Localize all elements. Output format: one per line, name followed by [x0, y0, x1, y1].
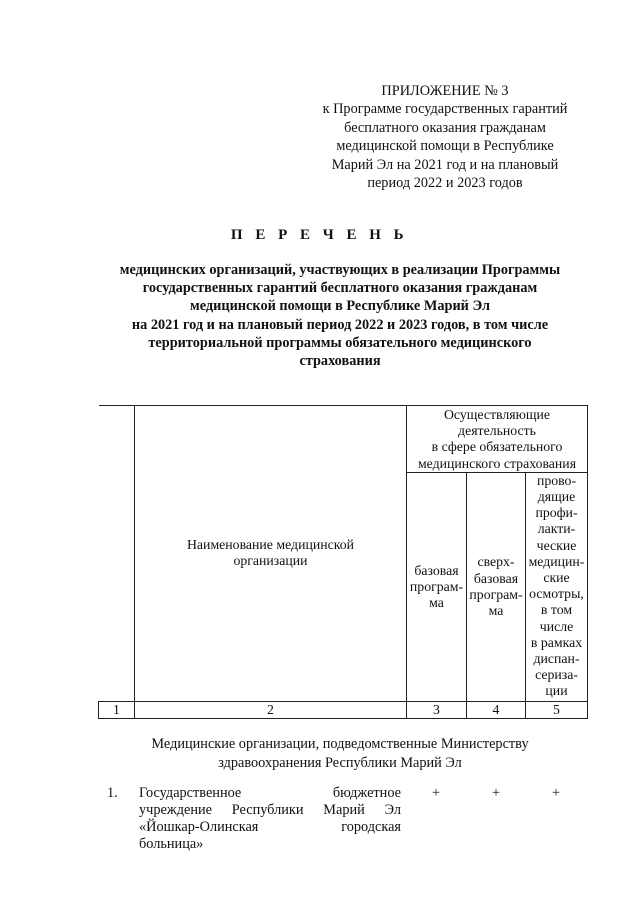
organizations-table [98, 405, 588, 719]
row-number: 1. [107, 785, 118, 801]
subtitle-line: медицинских организаций, участвующих в реализации Программы [119, 262, 561, 278]
org-name-line [139, 785, 401, 802]
subtitle-line: территориальной программы обязательного медицинского [148, 334, 532, 351]
appendix-line: к Программе государственных гарантий [322, 101, 568, 118]
header-cell-basic-program [407, 472, 467, 701]
org-name-word: городская [341, 819, 401, 835]
document-subtitle [100, 261, 580, 370]
section-heading-line: Медицинские организации, подведомственные Министерству [151, 736, 529, 752]
org-name-line [139, 819, 401, 836]
header-line: в том [540, 602, 573, 618]
org-name-word: «Йошкар-Олинская [139, 819, 259, 835]
header-cell-number [99, 406, 135, 702]
appendix-line: Марий Эл на 2021 год и на плановый [331, 156, 559, 173]
org-name-word: Марий [323, 802, 365, 818]
org-name-word: учреждение [139, 802, 212, 818]
appendix-line: бесплатного оказания гражданам [344, 119, 546, 136]
header-group-oms [407, 406, 588, 473]
header-line: медицин- [528, 553, 585, 569]
section-heading-line: здравоохранения Республики Марий Эл [218, 754, 462, 771]
org-name-line: больница» [139, 836, 204, 852]
column-number-cell: 3 [407, 701, 467, 718]
header-line: в рамках [530, 634, 583, 650]
subtitle-line: медицинской помощи в Республике Марий Эл [189, 298, 491, 315]
column-number-cell: 2 [135, 701, 407, 718]
header-line: програм- [409, 578, 464, 594]
subtitle-line: государственных гарантий бесплатного оказания гражданам [142, 280, 538, 297]
header-line: лакти- [537, 521, 576, 537]
header-line: базовая [473, 570, 519, 586]
header-line: ма [429, 594, 444, 610]
header-line: ции [545, 683, 568, 699]
group-header-line: медицинского страхования [417, 455, 577, 471]
org-name-word: Государственное [139, 785, 242, 801]
header-line: дящие [537, 489, 576, 505]
column-number-cell: 4 [467, 701, 526, 718]
group-header-line: Осуществляющие [443, 407, 551, 422]
header-line: ческие [536, 537, 577, 553]
appendix-line: период 2022 и 2023 годов [367, 175, 523, 192]
header-line: ма [488, 603, 504, 619]
org-name-word: Эл [384, 802, 401, 818]
group-header-line: деятельность [458, 423, 536, 439]
header-line: сериза- [535, 667, 578, 683]
header-name-line: Наименование медицинской [186, 537, 355, 553]
header-cell-name [135, 406, 407, 702]
column-number-cell: 1 [99, 701, 135, 718]
organization-name [139, 785, 401, 853]
org-name-line [139, 802, 401, 819]
appendix-caption [300, 82, 590, 192]
subtitle-line: страхования [299, 353, 381, 370]
extra-program-mark: + [492, 785, 501, 801]
basic-program-mark: + [432, 785, 441, 801]
header-line: прово- [536, 472, 577, 488]
appendix-line: медицинской помощи в Республике [336, 138, 554, 155]
org-name-word: бюджетное [332, 785, 401, 801]
header-line: ские [543, 570, 570, 586]
header-name-line: организации [233, 553, 308, 569]
header-line: сверх- [477, 554, 515, 570]
header-line: осмотры, [529, 586, 584, 602]
header-line: базовая [414, 562, 459, 578]
header-line: профи- [535, 505, 578, 521]
column-number-cell: 5 [526, 701, 588, 718]
subtitle-line: на 2021 год и на плановый период 2022 и 2023 годов, в том числе [131, 316, 549, 333]
header-line: диспан- [533, 651, 580, 667]
preventive-exams-mark: + [552, 785, 561, 801]
header-line: числе [539, 618, 574, 634]
section-heading [120, 735, 560, 772]
header-cell-extra-program [467, 472, 526, 701]
appendix-title: ПРИЛОЖЕНИЕ № 3 [381, 83, 509, 99]
org-name-word: Республики [231, 802, 304, 818]
header-cell-preventive-exams [526, 472, 588, 701]
document-heading: П Е Р Е Ч Е Н Ь [230, 227, 409, 243]
header-line: програм- [469, 586, 523, 602]
group-header-line: в сфере обязательного [431, 439, 563, 455]
